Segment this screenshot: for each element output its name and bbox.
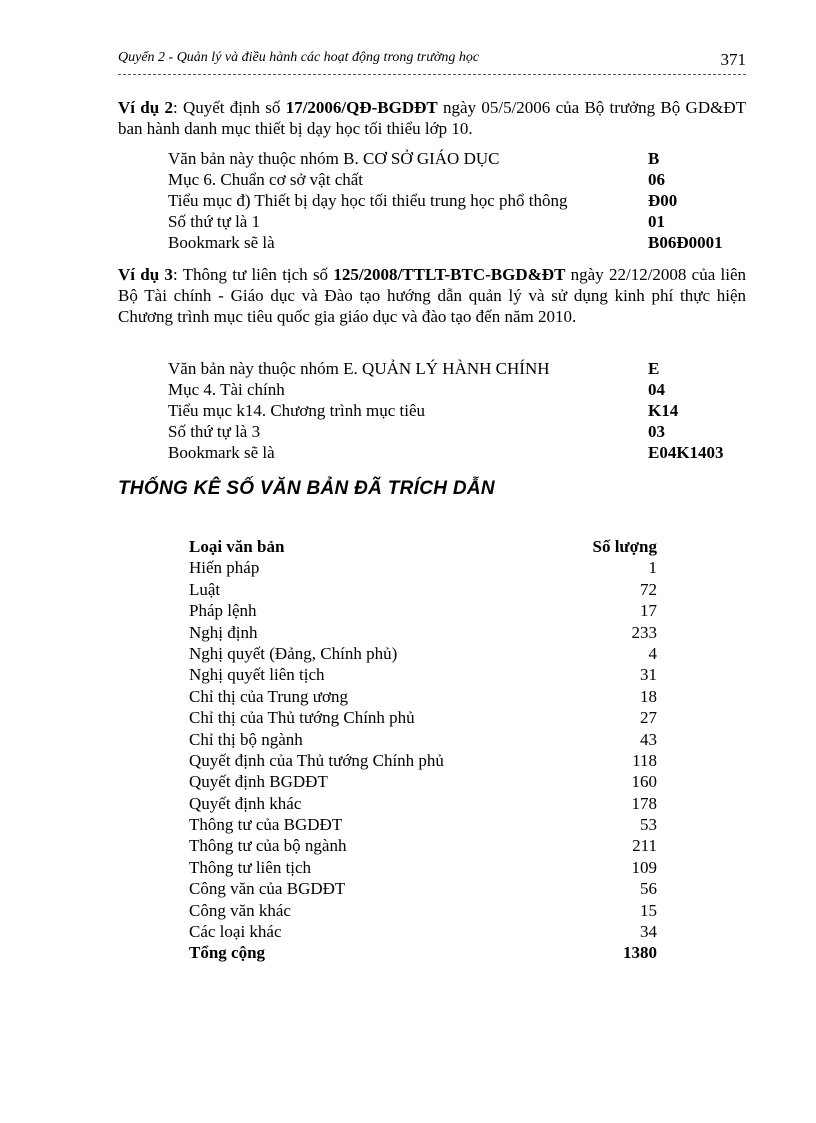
code-row-label: Tiểu mục đ) Thiết bị dạy học tối thiểu trung học phổ thông xyxy=(168,191,568,210)
document-type: Luật xyxy=(189,579,221,599)
code-row-value: 06 xyxy=(648,170,665,189)
code-row xyxy=(168,148,748,169)
document-type: Công văn khác xyxy=(189,900,291,920)
code-row-value: 01 xyxy=(648,212,665,231)
example-3-label: Ví dụ 3 xyxy=(118,265,173,284)
example-2-ref: 17/2006/QĐ-BGDĐT xyxy=(285,98,438,117)
code-row-label: Văn bản này thuộc nhóm E. QUẢN LÝ HÀNH CHÍNH xyxy=(168,359,550,378)
code-row-value: B xyxy=(648,149,660,168)
document-type: Nghị quyết liên tịch xyxy=(189,665,325,685)
example-2-text-1: : Quyết định số xyxy=(172,98,286,117)
code-row-label: Số thứ tự là 3 xyxy=(168,422,261,441)
column-header-type: Loại văn bản xyxy=(189,537,285,556)
code-row-value: B06Đ0001 xyxy=(648,233,723,252)
table-row xyxy=(189,921,657,942)
document-count: 31 xyxy=(640,665,657,685)
code-row-value: E xyxy=(648,359,660,378)
code-row xyxy=(168,211,748,232)
document-type: Hiến pháp xyxy=(189,558,260,578)
code-row-label: Bookmark sẽ là xyxy=(168,233,275,252)
code-row-label: Mục 4. Tài chính xyxy=(168,380,285,399)
column-header-quantity: Số lượng xyxy=(592,537,657,556)
document-type: Các loại khác xyxy=(189,922,282,942)
document-count: 160 xyxy=(631,772,657,792)
code-row xyxy=(168,358,748,379)
table-row xyxy=(189,878,657,899)
example-3-text-2: ngày 22/12/2008 của liên Bộ Tài chính - Giáo dục và Đào tạo hướng dẫn quản lý và sử dụng kinh phí thực hiện Chương trình mục tiêu quốc gia giáo dục và đào tạo đến năm 2010. xyxy=(118,265,747,326)
document-count: 17 xyxy=(640,601,657,621)
statistics-heading: THỐNG KÊ SỐ VĂN BẢN ĐÃ TRÍCH DẪN xyxy=(118,478,495,499)
running-title: Quyển 2 - Quản lý và điều hành các hoạt động trong trường học xyxy=(118,50,480,65)
document-type: Thông tư của BGDĐT xyxy=(189,815,343,835)
document-type: Nghị quyết (Đảng, Chính phủ) xyxy=(189,643,398,663)
table-row xyxy=(189,557,657,578)
code-row xyxy=(168,379,748,400)
total-row xyxy=(189,942,657,963)
document-type: Quyết định khác xyxy=(189,793,302,813)
document-count: 27 xyxy=(640,708,657,728)
code-row-value: 04 xyxy=(648,380,665,399)
document-type: Quyết định BGDĐT xyxy=(189,772,328,792)
document-type: Chỉ thị của Trung ương xyxy=(189,686,348,706)
code-row-label: Văn bản này thuộc nhóm B. CƠ SỞ GIÁO DỤC xyxy=(168,149,500,168)
table-row xyxy=(189,600,657,621)
document-count: 15 xyxy=(640,900,657,920)
example-2-paragraph xyxy=(118,97,746,139)
page-number: 371 xyxy=(720,50,746,69)
table-row xyxy=(189,729,657,750)
table-row xyxy=(189,686,657,707)
code-row-value: 03 xyxy=(648,422,665,441)
example-3-text-1: : Thông tư liên tịch số xyxy=(172,265,334,284)
code-row-value: Đ00 xyxy=(648,191,678,210)
example-3-ref: 125/2008/TTLT-BTC-BGD&ĐT xyxy=(333,265,566,284)
document-count: 53 xyxy=(640,815,657,835)
code-row-label: Tiểu mục k14. Chương trình mục tiêu xyxy=(168,401,425,420)
document-type: Thông tư của bộ ngành xyxy=(189,836,347,856)
code-row-label: Bookmark sẽ là xyxy=(168,443,275,462)
code-row xyxy=(168,421,748,442)
example-2-text-2: ngày 05/5/2006 của Bộ trưởng Bộ GD&ĐT ban hành danh mục thiết bị dạy học tối thiểu lớp 10. xyxy=(118,98,746,138)
statistics-header-row xyxy=(189,536,657,557)
document-count: 109 xyxy=(631,857,657,877)
code-row xyxy=(168,442,748,463)
code-row-value: K14 xyxy=(648,401,679,420)
document-count: 233 xyxy=(631,622,657,642)
document-count: 56 xyxy=(640,879,657,899)
total-label: Tổng cộng xyxy=(189,943,266,963)
example-3-paragraph xyxy=(118,264,746,327)
code-row xyxy=(168,400,748,421)
code-row-label: Mục 6. Chuẩn cơ sở vật chất xyxy=(168,170,364,189)
table-row xyxy=(189,835,657,856)
code-row xyxy=(168,190,748,211)
code-row xyxy=(168,232,748,253)
document-count: 211 xyxy=(632,836,657,856)
document-type: Chỉ thị của Thủ tướng Chính phủ xyxy=(189,708,415,728)
table-row xyxy=(189,857,657,878)
document-count: 178 xyxy=(631,793,657,813)
code-row-value: E04K1403 xyxy=(648,443,724,462)
table-row xyxy=(189,793,657,814)
table-row xyxy=(189,771,657,792)
document-count: 43 xyxy=(640,729,657,749)
document-type: Chỉ thị bộ ngành xyxy=(189,729,303,749)
document-count: 118 xyxy=(632,750,657,770)
table-row xyxy=(189,622,657,643)
table-row xyxy=(189,579,657,600)
code-row xyxy=(168,169,748,190)
statistics-table xyxy=(189,536,657,964)
table-row xyxy=(189,664,657,685)
example-2-code-table xyxy=(168,148,748,253)
table-row xyxy=(189,814,657,835)
document-count: 4 xyxy=(648,643,657,663)
table-row xyxy=(189,900,657,921)
document-type: Thông tư liên tịch xyxy=(189,857,312,877)
document-count: 1 xyxy=(648,558,657,578)
code-row-label: Số thứ tự là 1 xyxy=(168,212,261,231)
example-2-label: Ví dụ 2 xyxy=(118,98,173,117)
example-3-code-table xyxy=(168,358,748,463)
table-row xyxy=(189,643,657,664)
table-row xyxy=(189,750,657,771)
table-row xyxy=(189,707,657,728)
header-rule xyxy=(118,74,746,75)
document-type: Quyết định của Thủ tướng Chính phủ xyxy=(189,750,444,770)
document-count: 18 xyxy=(640,686,657,706)
document-count: 34 xyxy=(640,922,657,942)
document-count: 72 xyxy=(640,579,657,599)
document-type: Nghị định xyxy=(189,622,258,642)
running-header xyxy=(118,48,746,74)
document-type: Công văn của BGDĐT xyxy=(189,879,346,899)
total-count: 1380 xyxy=(623,943,657,963)
document-type: Pháp lệnh xyxy=(189,601,257,621)
